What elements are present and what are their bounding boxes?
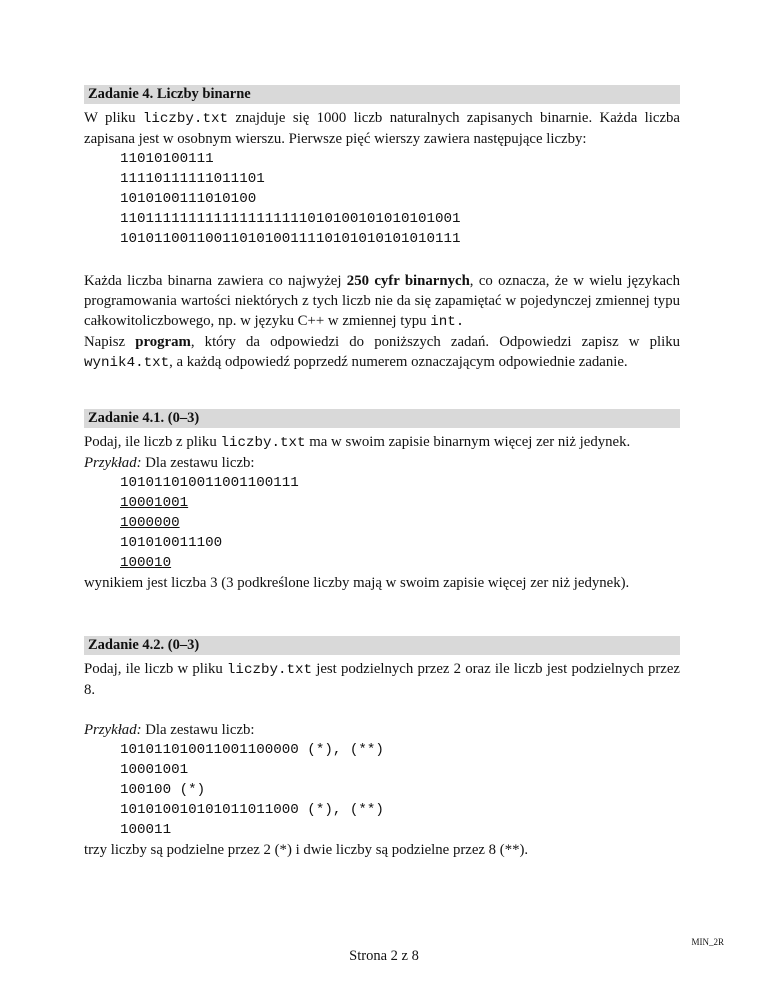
task4-section [84,85,680,373]
code-text: int. [430,314,465,330]
list-item: 101011010011001100000 (*), (**) [120,742,384,758]
task42-result: trzy liczby są podzielne przez 2 (*) i dwie liczby są podzielne przez 8 (**). [84,842,529,858]
list-item [120,513,680,533]
example-label: Przykład: [84,722,142,738]
task4-intro [84,108,680,149]
task4-para3 [84,332,680,373]
text: Podaj, ile liczb z pliku [84,434,221,450]
list-item: 1010110011001101010011110101010101010111 [120,231,461,247]
text: , co oznacza, że w wielu językach programowania wartości niektórych z tych liczb nie da się zapamiętać w pojedynczej zmiennej typu całkowitoliczbowego, np. w języku C++ w zmiennej typu [84,273,681,329]
text: , który da odpowiedzi do poniższych zadań. Odpowiedzi zapisz w pliku [190,334,680,350]
task41-example [84,453,680,473]
task41-number-list [120,473,680,573]
list-item: 1101111111111111111111010100101010101001 [120,211,461,227]
task41-question [84,432,680,453]
task42-section [84,636,680,860]
list-item: 11110111111011101 [120,171,265,187]
text: Dla zestawu liczb: [141,455,255,471]
file-name: liczby.txt [142,111,228,127]
file-name: liczby.txt [226,662,313,678]
task42-question [84,659,680,700]
list-item: 101010010101011011000 (*), (**) [120,802,384,818]
text: Dla zestawu liczb: [141,722,255,738]
list-item [120,533,680,553]
task42-example [84,720,680,740]
task42-heading: Zadanie 4.2. (0–3) [84,636,680,655]
list-item: 10001001 [120,762,189,778]
text: W pliku [84,110,143,126]
text: jest podzielnych przez 2 oraz ile liczb jest podzielnych przez 8. [84,661,680,698]
task41-heading: Zadanie 4.1. (0–3) [84,409,680,428]
page-number: Strona 2 z 8 [349,948,419,964]
list-item: 100011 [120,822,172,838]
underlined-number: 10001001 [120,495,189,511]
bold-text: 250 cyfr binarnych [346,273,470,289]
file-name: liczby.txt [220,435,306,451]
text: Napisz [84,334,136,350]
task4-number-list [120,149,680,249]
underlined-number: 1000000 [120,515,180,531]
task42-number-list [120,740,680,840]
list-item: 11010100111 [120,151,214,167]
list-item [120,493,680,513]
number: 101011010011001100111 [120,475,299,491]
task4-heading: Zadanie 4. Liczby binarne [84,85,680,104]
task41-section [84,409,680,593]
example-label: Przykład: [84,455,142,471]
exam-code: MIN_2R [691,937,724,947]
text: znajduje się 1000 liczb naturalnych zapisanych binarnie. Każda liczba zapisana jest w osobnym wierszu. Pierwsze pięć wierszy zawiera następujące liczby: [84,110,680,147]
underlined-number: 100010 [120,555,172,571]
task4-para2 [84,271,680,332]
number: 101010011100 [120,535,223,551]
list-item [120,553,680,573]
list-item: 1010100111010100 [120,191,257,207]
file-name: wynik4.txt [84,355,170,371]
text: Podaj, ile liczb w pliku [84,661,227,677]
list-item [120,473,680,493]
text: , a każdą odpowiedź poprzedź numerem oznaczającym odpowiednie zadanie. [169,354,628,370]
text: Każda liczba binarna zawiera co najwyżej [84,273,347,289]
list-item: 100100 (*) [120,782,206,798]
bold-text: program [135,334,191,350]
task41-result: wynikiem jest liczba 3 (3 podkreślone liczby mają w swoim zapisie więcej zer niż jedynek). [84,575,630,591]
text: ma w swoim zapisie binarnym więcej zer niż jedynek. [305,434,631,450]
